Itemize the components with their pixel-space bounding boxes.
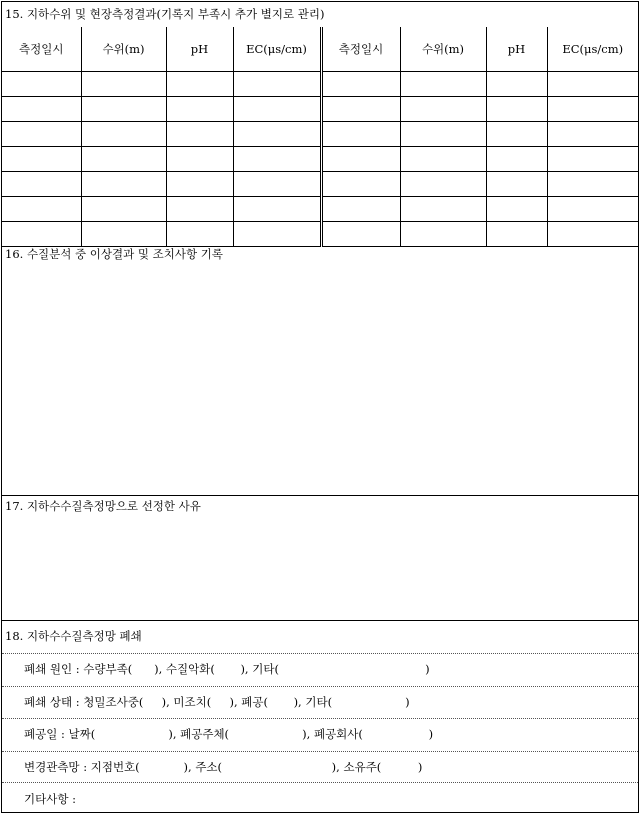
table-cell[interactable] <box>2 96 81 121</box>
table-cell[interactable] <box>321 71 400 96</box>
table-cell[interactable] <box>486 96 547 121</box>
table-row <box>2 196 638 221</box>
header-datetime-2: 측정일시 <box>321 27 400 71</box>
table-cell[interactable] <box>81 196 166 221</box>
table-cell[interactable] <box>547 221 638 246</box>
divider <box>2 620 638 621</box>
table-cell[interactable] <box>547 121 638 146</box>
table-header-row <box>2 27 638 71</box>
table-row <box>2 121 638 146</box>
table-cell[interactable] <box>81 171 166 196</box>
table-cell[interactable] <box>400 196 486 221</box>
header-ec-2: EC(μs/cm) <box>547 27 638 71</box>
table-cell[interactable] <box>2 71 81 96</box>
divider <box>2 495 638 496</box>
table-cell[interactable] <box>233 171 321 196</box>
table-cell[interactable] <box>81 121 166 146</box>
section-17-title: 17. 지하수수질측정망으로 선정한 사유 <box>5 499 201 513</box>
table-cell[interactable] <box>321 121 400 146</box>
table-cell[interactable] <box>2 171 81 196</box>
table-cell[interactable] <box>166 146 233 171</box>
table-cell[interactable] <box>233 96 321 121</box>
header-ec: EC(μs/cm) <box>233 27 321 71</box>
measurement-table <box>2 27 638 247</box>
header-ph: pH <box>166 27 233 71</box>
table-cell[interactable] <box>2 221 81 246</box>
table-cell[interactable] <box>81 221 166 246</box>
table-cell[interactable] <box>400 171 486 196</box>
table-cell[interactable] <box>2 121 81 146</box>
table-cell[interactable] <box>321 146 400 171</box>
table-cell[interactable] <box>486 71 547 96</box>
header-ph-2: pH <box>486 27 547 71</box>
section-15-title: 15. 지하수위 및 현장측정결과(기록지 부족시 추가 별지로 관리) <box>5 7 325 21</box>
table-cell[interactable] <box>166 96 233 121</box>
table-cell[interactable] <box>166 121 233 146</box>
table-cell[interactable] <box>547 171 638 196</box>
closure-cause-line[interactable]: 폐쇄 원인 : 수량부족( ), 수질악화( ), 기타( ) <box>24 662 430 676</box>
table-cell[interactable] <box>400 146 486 171</box>
table-cell[interactable] <box>81 96 166 121</box>
table-cell[interactable] <box>547 196 638 221</box>
closure-date-line[interactable]: 폐공일 : 날짜( ), 폐공주체( ), 폐공회사( ) <box>24 727 434 741</box>
table-cell[interactable] <box>2 196 81 221</box>
table-cell[interactable] <box>486 121 547 146</box>
table-row <box>2 171 638 196</box>
water-quality-form <box>1 1 639 813</box>
table-cell[interactable] <box>166 71 233 96</box>
table-row <box>2 146 638 171</box>
table-cell[interactable] <box>547 96 638 121</box>
table-cell[interactable] <box>400 71 486 96</box>
table-cell[interactable] <box>486 171 547 196</box>
table-cell[interactable] <box>81 71 166 96</box>
table-cell[interactable] <box>166 171 233 196</box>
section-18-title: 18. 지하수수질측정망 폐쇄 <box>5 629 142 643</box>
table-cell[interactable] <box>486 146 547 171</box>
header-datetime: 측정일시 <box>2 27 81 71</box>
table-cell[interactable] <box>166 196 233 221</box>
header-water-level-2: 수위(m) <box>400 27 486 71</box>
changed-network-line[interactable]: 변경관측망 : 지점번호( ), 주소( ), 소유주( ) <box>24 760 423 774</box>
section-17-body[interactable] <box>2 514 638 618</box>
table-row <box>2 221 638 246</box>
table-row <box>2 96 638 121</box>
table-cell[interactable] <box>233 196 321 221</box>
dotted-divider <box>2 653 638 654</box>
table-cell[interactable] <box>400 221 486 246</box>
dotted-divider <box>2 718 638 719</box>
table-cell[interactable] <box>2 146 81 171</box>
dotted-divider <box>2 751 638 752</box>
table-cell[interactable] <box>166 221 233 246</box>
table-cell[interactable] <box>321 171 400 196</box>
dotted-divider <box>2 686 638 687</box>
table-cell[interactable] <box>233 71 321 96</box>
other-notes-line[interactable]: 기타사항 : <box>24 792 76 806</box>
table-cell[interactable] <box>486 221 547 246</box>
table-cell[interactable] <box>547 146 638 171</box>
table-cell[interactable] <box>486 196 547 221</box>
table-cell[interactable] <box>233 121 321 146</box>
table-cell[interactable] <box>547 71 638 96</box>
table-row <box>2 71 638 96</box>
table-cell[interactable] <box>233 146 321 171</box>
section-16-title: 16. 수질분석 중 이상결과 및 조치사항 기록 <box>5 247 223 261</box>
table-cell[interactable] <box>400 96 486 121</box>
table-cell[interactable] <box>81 146 166 171</box>
dotted-divider <box>2 782 638 783</box>
table-cell[interactable] <box>400 121 486 146</box>
header-water-level: 수위(m) <box>81 27 166 71</box>
section-16-body[interactable] <box>2 262 638 494</box>
table-cell[interactable] <box>321 196 400 221</box>
table-cell[interactable] <box>233 221 321 246</box>
closure-status-line[interactable]: 폐쇄 상태 : 청밀조사중( ), 미조치( ), 폐공( ), 기타( ) <box>24 695 410 709</box>
table-cell[interactable] <box>321 96 400 121</box>
table-cell[interactable] <box>321 221 400 246</box>
